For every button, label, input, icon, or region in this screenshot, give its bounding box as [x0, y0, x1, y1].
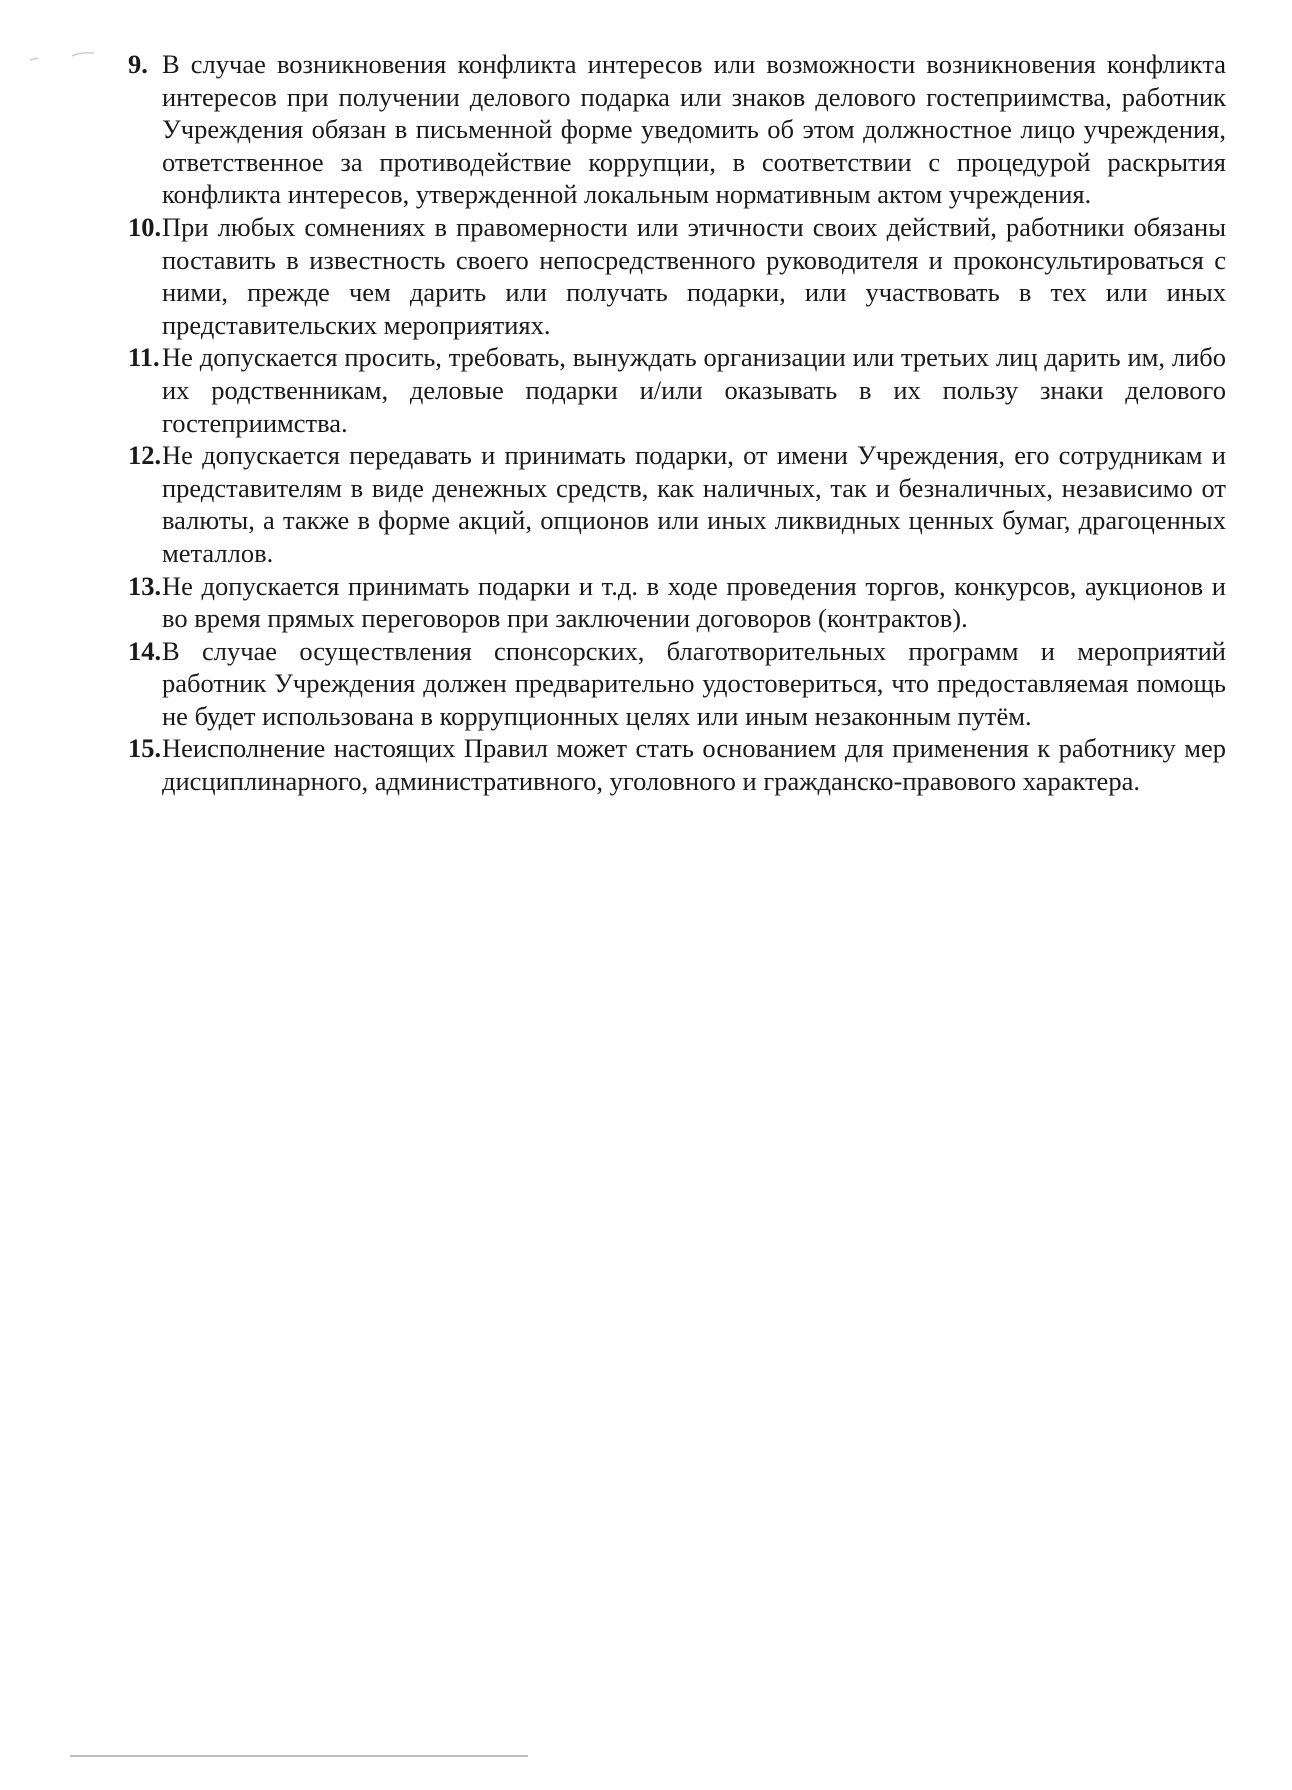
rules-list	[128, 48, 1226, 798]
list-item	[128, 48, 1226, 211]
item-text: При любых сомнениях в правомерности или этичности своих действий, работники обязаны поставить в известность своего непосредственного руководителя и проконсультироваться с ними, прежде чем дарить или получать подарки, или участвовать в тех или иных представительских мероприятиях.	[162, 211, 1226, 340]
item-number: 12.	[128, 440, 162, 471]
list-item	[128, 211, 1226, 341]
list-item	[128, 439, 1226, 569]
list-item	[128, 341, 1226, 439]
item-text: Неисполнение настоящих Правил может стать основанием для применения к работнику мер дисциплинарного, административного, уголовного и гражданско-правового характера.	[162, 733, 1226, 797]
list-item	[128, 570, 1226, 635]
item-text: Не допускается принимать подарки и т.д. в ходе проведения торгов, конкурсов, аукционов и во время прямых переговоров при заключении договоров (контрактов).	[162, 570, 1226, 634]
footer-divider	[70, 1755, 528, 1757]
list-item	[128, 732, 1226, 797]
item-text: В случае осуществления спонсорских, благотворительных программ и мероприятий работник Учреждения должен предварительно удостовериться, что предоставляемая помощь не будет использована в коррупционных целях или иным незаконным путём.	[162, 635, 1226, 731]
item-number: 11.	[128, 342, 160, 373]
item-number: 10.	[128, 211, 162, 242]
scan-artifact-mark	[28, 50, 98, 66]
item-text: Не допускается просить, требовать, вынуждать организации или третьих лиц дарить им, либо их родственникам, деловые подарки и/или оказывать в их пользу знаки делового гостеприимства.	[162, 342, 1226, 438]
list-item	[128, 635, 1226, 733]
item-number: 9.	[128, 49, 148, 79]
item-number: 13.	[128, 570, 162, 601]
item-text: Не допускается передавать и принимать подарки, от имени Учреждения, его сотрудникам и представителям в виде денежных средств, как наличных, так и безналичных, независимо от валюты, а также в форме акций, опционов или иных ликвидных ценных бумаг, драгоценных металлов.	[162, 440, 1226, 568]
item-number: 14.	[128, 635, 162, 666]
item-number: 15.	[128, 733, 162, 764]
item-text: В случае возникновения конфликта интересов или возможности возникновения конфликта интересов при получении делового подарка или знаков делового гостеприимства, работник Учреждения обязан в письменной форме уведомить об этом должностное лицо учреждения, ответственное за противодействие коррупции, в соответствии с процедурой раскрытия конфликта интересов, утвержденной локальным нормативным актом учреждения.	[162, 49, 1226, 210]
